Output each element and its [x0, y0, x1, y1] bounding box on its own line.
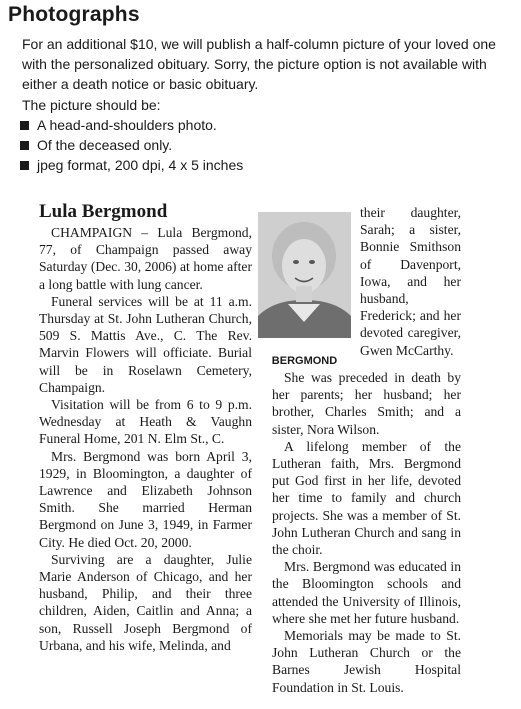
square-bullet-icon	[20, 121, 29, 130]
intro-text	[22, 34, 514, 94]
portrait-image	[258, 212, 351, 338]
section-heading: Photographs	[8, 3, 140, 26]
sample-obituary	[0, 200, 521, 705]
portrait-photo	[258, 212, 351, 338]
square-bullet-icon	[20, 161, 29, 170]
requirement-text: A head-and-shoulders photo.	[37, 117, 217, 133]
obituary-paragraph: Funeral services will be at 11 a.m. Thursday at St. John Lutheran Church, 509 S. Mattis Ave., C. The Rev. Marvin Flowers will officiate. Burial will be in Roselawn Cemetery, Champaign.	[39, 293, 252, 395]
requirements-list	[20, 115, 243, 175]
obituary-name: Lula Bergmond	[39, 201, 168, 222]
obituary-right-top	[360, 204, 461, 359]
obituary-right-column	[272, 369, 461, 696]
obituary-paragraph: Mrs. Bergmond was born April 3, 1929, in Bloomington, a daughter of Lawrence and Elizabeth Johnson Smith. She married Herman Bergmond on June 3, 1949, in Farmer City. He died Oct. 20, 2000.	[39, 448, 252, 550]
obituary-paragraph: Surviving are a daughter, Julie Marie Anderson of Chicago, and her husband, Philip, and their three children, Aiden, Caitlin and Anna; a son, Russell Joseph Bergmond of Urbana, and his wife, Melinda, and	[39, 551, 252, 653]
obituary-paragraph: She was preceded in death by her parents; her husband; her brother, Charles Smith; and a sister, Nora Wilson.	[272, 370, 461, 437]
obituary-paragraph: CHAMPAIGN – Lula Bergmond, 77, of Champaign passed away Saturday (Dec. 30, 2006) at home after a long battle with lung cancer.	[39, 225, 252, 292]
intro-paragraph: For an additional $10, we will publish a half-column picture of your loved one with the personalized obituary. Sorry, the picture option is not available with either a death notice or basic obituary.	[22, 36, 496, 92]
obituary-paragraph: their daughter, Sarah; a sister, Bonnie Smithson of Davenport, Iowa, and her husband, Frederick; and her devoted caregiver, Gwen McCarthy.	[360, 205, 461, 358]
obituary-left-column	[39, 224, 252, 654]
requirement-item	[20, 135, 243, 155]
obituary-paragraph: Memorials may be made to St. John Lutheran Church or the Barnes Jewish Hospital Foundation in St. Louis.	[272, 628, 461, 695]
requirements-title: The picture should be:	[22, 97, 161, 113]
square-bullet-icon	[20, 141, 29, 150]
obituary-paragraph: A lifelong member of the Lutheran faith, Mrs. Bergmond put God first in her life, devoted her time to family and church projects. She was a member of St. John Lutheran Church and sang in the choir.	[272, 438, 461, 558]
requirement-text: jpeg format, 200 dpi, 4 x 5 inches	[37, 157, 244, 173]
requirement-item	[20, 155, 243, 175]
requirement-text: Of the deceased only.	[37, 137, 173, 153]
photo-caption: BERGMOND	[271, 355, 338, 367]
obituary-paragraph: Mrs. Bergmond was educated in the Bloomington schools and attended the University of Illinois, where she met her future husband.	[272, 559, 461, 626]
requirement-item	[20, 115, 243, 135]
obituary-paragraph: Visitation will be from 6 to 9 p.m. Wednesday at Heath & Vaughn Funeral Home, 201 N. Elm St., C.	[39, 397, 252, 447]
